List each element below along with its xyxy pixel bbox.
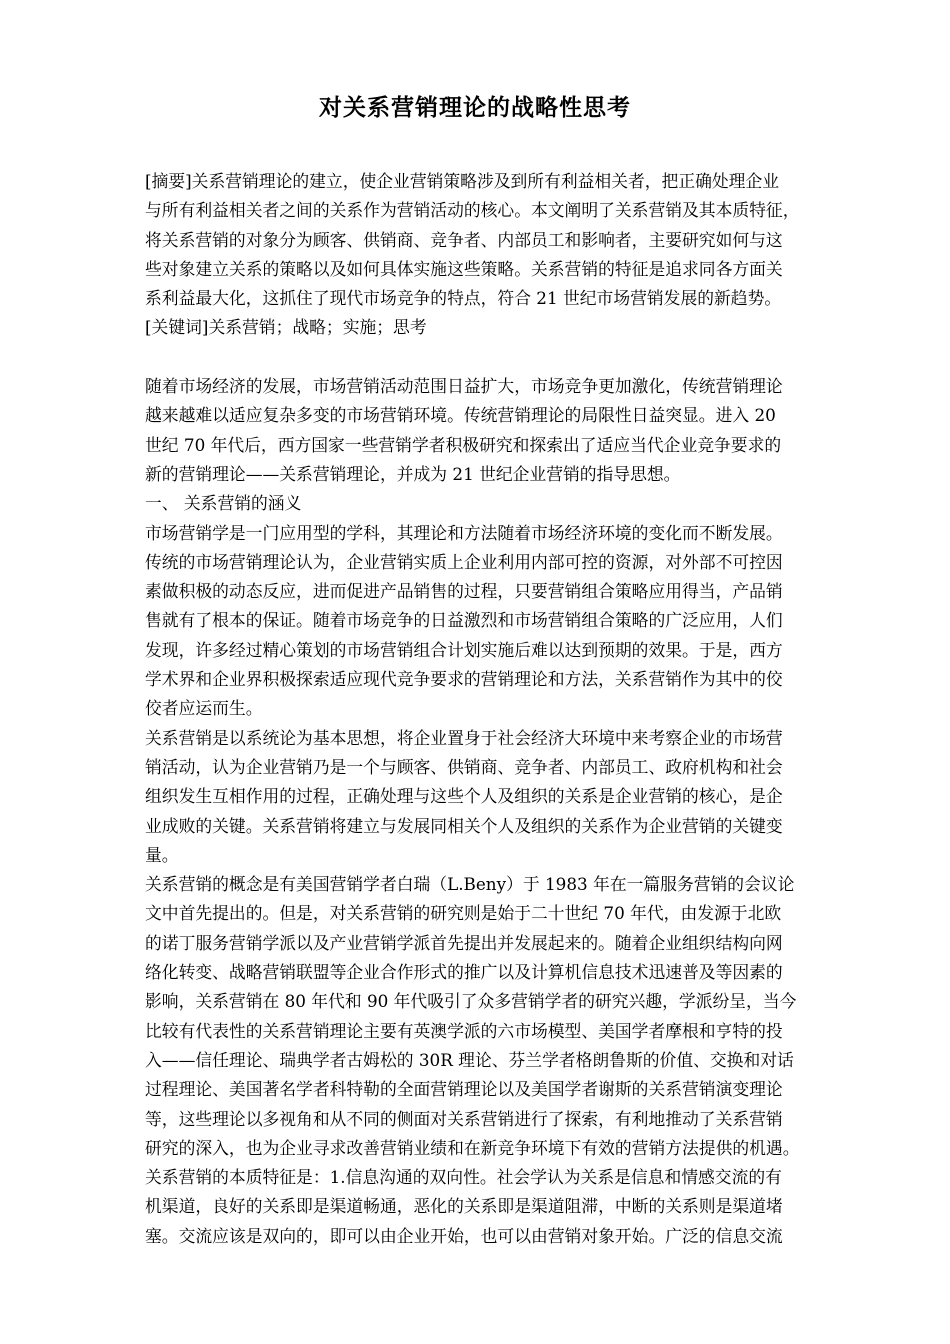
text-line: 系利益最大化，这抓住了现代市场竞争的特点，符合 21 世纪市场营销发展的新趋势。: [145, 288, 782, 309]
text-line: 随着市场经济的发展，市场营销活动范围日益扩大，市场竞争更加激化，传统营销理论: [145, 376, 783, 397]
text-line: 关系营销是以系统论为基本思想，将企业置身于社会经济大环境中来考察企业的市场营: [145, 727, 783, 748]
text-line: 一、 关系营销的涵义: [145, 493, 302, 514]
text-line: 量。: [145, 844, 179, 865]
text-line: 入——信任理论、瑞典学者古姆松的 30R 理论、芬兰学者格朗鲁斯的价值、交换和对话: [145, 1049, 794, 1070]
blank-line: [145, 343, 880, 372]
text-line: 络化转变、战略营销联盟等企业合作形式的推广以及计算机信息技术迅速普及等因素的: [145, 962, 783, 983]
text-line: 新的营销理论——关系营销理论，并成为 21 世纪企业营销的指导思想。: [145, 463, 681, 484]
text-line: 些对象建立关系的策略以及如何具体实施这些策略。关系营销的特征是追求同各方面关: [145, 258, 783, 279]
text-line: 市场营销学是一门应用型的学科，其理论和方法随着市场经济环境的变化而不断发展。: [145, 522, 783, 543]
text-line: 的诺丁服务营销学派以及产业营销学派首先提出并发展起来的。随着企业组织结构向网: [145, 932, 783, 953]
text-line: 研究的深入，也为企业寻求改善营销业绩和在新竞争环境下有效的营销方法提供的机遇。: [145, 1137, 800, 1158]
document-body: [145, 167, 880, 1251]
text-line: [摘要]关系营销理论的建立，使企业营销策略涉及到所有利益相关者，把正确处理企业: [145, 171, 780, 191]
text-line: 业成败的关键。关系营销将建立与发展同相关个人及组织的关系作为企业营销的关键变: [145, 815, 783, 836]
text-line: 佼者应运而生。: [145, 698, 263, 719]
text-line: [关键词]关系营销；战略；实施；思考: [145, 317, 427, 338]
text-line: 关系营销的概念是有美国营销学者白瑞（L.Beny）于 1983 年在一篇服务营销的会议论: [145, 874, 795, 895]
text-line: 关系营销的本质特征是：1.信息沟通的双向性。社会学认为关系是信息和情感交流的有: [145, 1167, 782, 1188]
text-line: 世纪 70 年代后，西方国家一些营销学者积极研究和探索出了适应当代企业竞争要求的: [145, 434, 782, 455]
text-line: 比较有代表性的关系营销理论主要有英澳学派的六市场模型、美国学者摩根和亨特的投: [145, 1020, 783, 1041]
text-line: 发现，许多经过精心策划的市场营销组合计划实施后难以达到预期的效果。于是，西方: [145, 639, 783, 660]
text-line: 将关系营销的对象分为顾客、供销商、竞争者、内部员工和影响者，主要研究如何与这: [145, 229, 783, 250]
text-line: 销活动，认为企业营销乃是一个与顾客、供销商、竞争者、内部员工、政府机构和社会: [145, 756, 783, 777]
text-line: 塞。交流应该是双向的，即可以由企业开始，也可以由营销对象开始。广泛的信息交流: [145, 1225, 783, 1246]
text-line: 过程理论、美国著名学者科特勒的全面营销理论以及美国学者谢斯的关系营销演变理论: [145, 1079, 783, 1100]
text-line: 越来越难以适应复杂多变的市场营销环境。传统营销理论的局限性日益突显。进入 20: [145, 405, 776, 426]
text-line: 售就有了根本的保证。随着市场竞争的日益激烈和市场营销组合策略的广泛应用，人们: [145, 610, 783, 631]
text-line: 影响，关系营销在 80 年代和 90 年代吸引了众多营销学者的研究兴趣，学派纷呈，当今: [145, 991, 797, 1012]
text-line: 文中首先提出的。但是，对关系营销的研究则是始于二十世纪 70 年代，由发源于北欧: [145, 903, 782, 924]
text-line: 组织发生互相作用的过程，正确处理与这些个人及组织的关系是企业营销的核心，是企: [145, 786, 783, 807]
document-title: 对关系营销理论的战略性思考: [319, 95, 631, 121]
text-line: 传统的市场营销理论认为，企业营销实质上企业利用内部可控的资源，对外部不可控因: [145, 551, 783, 572]
text-line: 素做积极的动态反应，进而促进产品销售的过程，只要营销组合策略应用得当，产品销: [145, 581, 783, 602]
text-line: 等，这些理论以多视角和从不同的侧面对关系营销进行了探索，有利地推动了关系营销: [145, 1108, 783, 1129]
text-line: 与所有利益相关者之间的关系作为营销活动的核心。本文阐明了关系营销及其本质特征，: [145, 200, 800, 221]
text-line: 机渠道，良好的关系即是渠道畅通，恶化的关系即是渠道阻滞，中断的关系则是渠道堵: [145, 1196, 783, 1217]
text-line: 学术界和企业界积极探索适应现代竞争要求的营销理论和方法，关系营销作为其中的佼: [145, 669, 783, 690]
